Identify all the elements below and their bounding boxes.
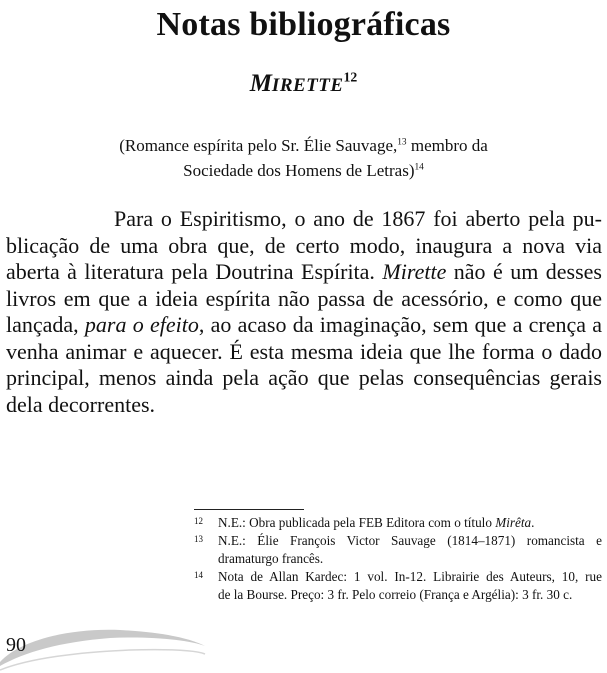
footnote-text	[218, 568, 602, 604]
body-line	[6, 259, 602, 286]
body-line: Para o Espiritismo, o ano de 1867 foi aberto pela pu-	[114, 206, 602, 231]
footnote-divider	[194, 509, 304, 510]
footnote-line: N.E.: Élie François Victor Sauvage (1814–1871) romancista e	[218, 533, 602, 548]
section-heading-initial: M	[249, 70, 272, 97]
footnote-ref-12[interactable]: 12	[343, 69, 358, 85]
footnote-text-part: .	[531, 515, 535, 530]
footnote-italic: Mirêta	[495, 515, 532, 530]
footnote-13	[194, 532, 602, 568]
footnote-12	[194, 514, 602, 532]
footnote-ref-14[interactable]: 14	[414, 162, 424, 173]
body-line	[6, 312, 602, 339]
footnote-text	[218, 532, 602, 568]
subtitle-text: Sociedade dos Homens de Letras)	[183, 161, 415, 180]
footnotes	[194, 514, 602, 604]
emphasis-italic: para o efeito	[84, 312, 199, 337]
footnote-number: 14	[194, 570, 203, 580]
decorative-swoosh-icon	[0, 600, 607, 673]
body-line: blicação de uma obra que, de certo modo, inaugura a nova via	[6, 232, 602, 258]
footnote-line: dramaturgo francês.	[218, 551, 324, 566]
section-heading	[0, 70, 607, 98]
section-heading-rest: IRETTE	[271, 75, 344, 96]
body-text: lançada,	[6, 312, 85, 337]
body-line: principal, menos ainda pela ação que pelas consequências gerais	[6, 365, 602, 390]
footnote-line: Nota de Allan Kardec: 1 vol. In-12. Librairie des Auteurs, 10, rue	[218, 569, 602, 584]
footnote-number: 12	[194, 516, 203, 526]
book-subtitle	[0, 133, 607, 183]
body-line: dela decorrentes.	[6, 391, 156, 417]
body-line: livros em que a ideia espírita não passa de acessório, e como que	[6, 285, 602, 311]
footnote-14	[194, 568, 602, 604]
book-subtitle-line-2	[0, 158, 607, 183]
body-text: não é um desses	[446, 259, 602, 284]
footnote-text	[218, 514, 602, 532]
body-text: , ao acaso da imaginação, sem que a crença a	[198, 312, 602, 337]
footnote-ref-13[interactable]: 13	[397, 137, 407, 148]
footnote-text-part: N.E.: Obra publicada pela FEB Editora com o título	[218, 515, 496, 530]
body-paragraph	[6, 206, 602, 418]
footnote-line: de la Bourse. Preço: 3 fr. Pelo correio (França e Argélia): 3 fr. 30 c.	[218, 587, 573, 602]
footnote-number: 13	[194, 534, 203, 544]
page-title: Notas bibliográficas	[156, 6, 451, 43]
subtitle-text: membro da	[406, 136, 488, 155]
book-title-italic: Mirette	[382, 259, 447, 284]
subtitle-text: (Romance espírita pelo Sr. Élie Sauvage,	[119, 136, 398, 155]
page-number: 90	[6, 634, 26, 656]
body-line: venha animar e aquecer. É esta mesma ideia que lhe forma o dado	[6, 338, 602, 364]
body-text: aberta à literatura pela Doutrina Espírita.	[6, 259, 383, 284]
book-subtitle-line-1	[0, 133, 607, 158]
